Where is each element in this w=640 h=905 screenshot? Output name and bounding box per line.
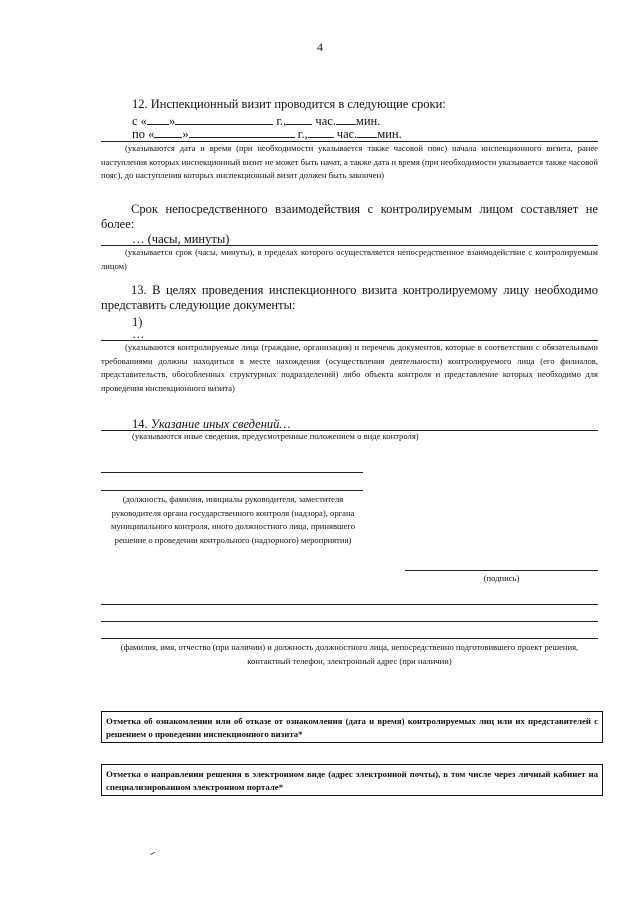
from-month-blank	[175, 113, 273, 125]
from-min-label: мин.	[355, 114, 381, 128]
signature-line	[405, 570, 598, 571]
section-14-number: 14.	[132, 417, 148, 431]
preparer-line-3	[101, 638, 598, 639]
section-13-item-1: 1)	[132, 315, 143, 329]
to-hour-label: час.	[336, 127, 358, 141]
to-month-blank	[189, 126, 295, 138]
from-hour-blank	[286, 113, 312, 125]
to-day-blank	[154, 126, 182, 138]
from-day-blank	[147, 113, 169, 125]
official-line-2	[101, 490, 363, 491]
section-14-heading: Указание иных сведений…	[150, 417, 291, 431]
section-12-heading: 12. Инспекционный визит проводится в следующие сроки:	[132, 97, 446, 111]
stray-mark	[150, 852, 155, 855]
acknowledgement-box: Отметка об ознакомлении или об отказе от ознакомления (дата и время) контролируемых лиц или их представителей с решением о проведении инспекционного визита*	[101, 711, 603, 743]
official-line-1	[101, 472, 363, 473]
signature-label: (подпись)	[483, 573, 520, 583]
preparer-line-2	[101, 621, 598, 622]
to-min-label: мин.	[377, 127, 402, 141]
to-prefix: по «	[132, 127, 155, 141]
from-prefix: с «	[132, 114, 147, 128]
section-12-note: (указываются дата и время (при необходимости указывается также часовой пояс) начала инспекционного визита, ранее наступления которых инспекционный визит не может быть начат, а также дата и время (при необходимости указывается также часовой пояс), до наступления которых инспекционный визит должен быть закончен)	[101, 143, 598, 180]
interaction-value: … (часы, минуты)	[132, 232, 230, 246]
from-year-suffix: г.,	[276, 114, 287, 128]
section-14-note: (указываются иные сведения, предусмотренные положением о виде контроля)	[132, 431, 419, 441]
from-close: »	[168, 114, 176, 128]
page-number: 4	[317, 40, 323, 54]
to-close: »	[182, 127, 189, 141]
to-min-blank	[357, 126, 377, 138]
official-note: (должность, фамилия, инициалы руководителя, заместителя руководителя органа государственного контроля (надзора), органа муниципального контроля, иного должностного лица, принявшего решение о проведении контрольного (надзорного) мероприятия)	[110, 494, 356, 545]
electronic-box: Отметка о направлении решения в электронном виде (адрес электронной почты), в том числе через личный кабинет на специализированном электронном портале*	[101, 764, 603, 796]
to-hour-blank	[308, 126, 334, 138]
section-13-heading: 13. В целях проведения инспекционного визита контролируемому лицу необходимо представить следующие документы:	[101, 283, 598, 312]
preparer-note: (фамилия, имя, отчество (при наличии) и должность должностного лица, непосредственно подготовившего проект решения, контактный телефон, электронный адрес (при наличии)	[120, 642, 579, 666]
preparer-line-1	[101, 604, 598, 605]
from-hour-label: час.	[315, 114, 336, 128]
from-min-blank	[336, 113, 356, 125]
to-year-suffix: г.,	[297, 127, 308, 141]
interaction-note: (указывается срок (часы, минуты), в пределах которого осуществляется непосредственное взаимодействие с контролируемым лицом)	[101, 247, 598, 271]
date-to-line	[132, 126, 402, 142]
section-13-ellipsis: …	[132, 327, 145, 341]
section-13-note: (указываются контролируемые лица (граждане, организация) и перечень документов, которые в соответствии с обязательными требованиями должны находиться в месте нахождения (осуществления деятельности) контролируемого лица (его филиалов, представительств, обособленных структурных подразделений) либо объекта контроля и представление которых необходимо для проведения инспекционного визита)	[101, 342, 598, 393]
interaction-text: Срок непосредственного взаимодействия с контролируемым лицом составляет не более:	[101, 202, 598, 231]
